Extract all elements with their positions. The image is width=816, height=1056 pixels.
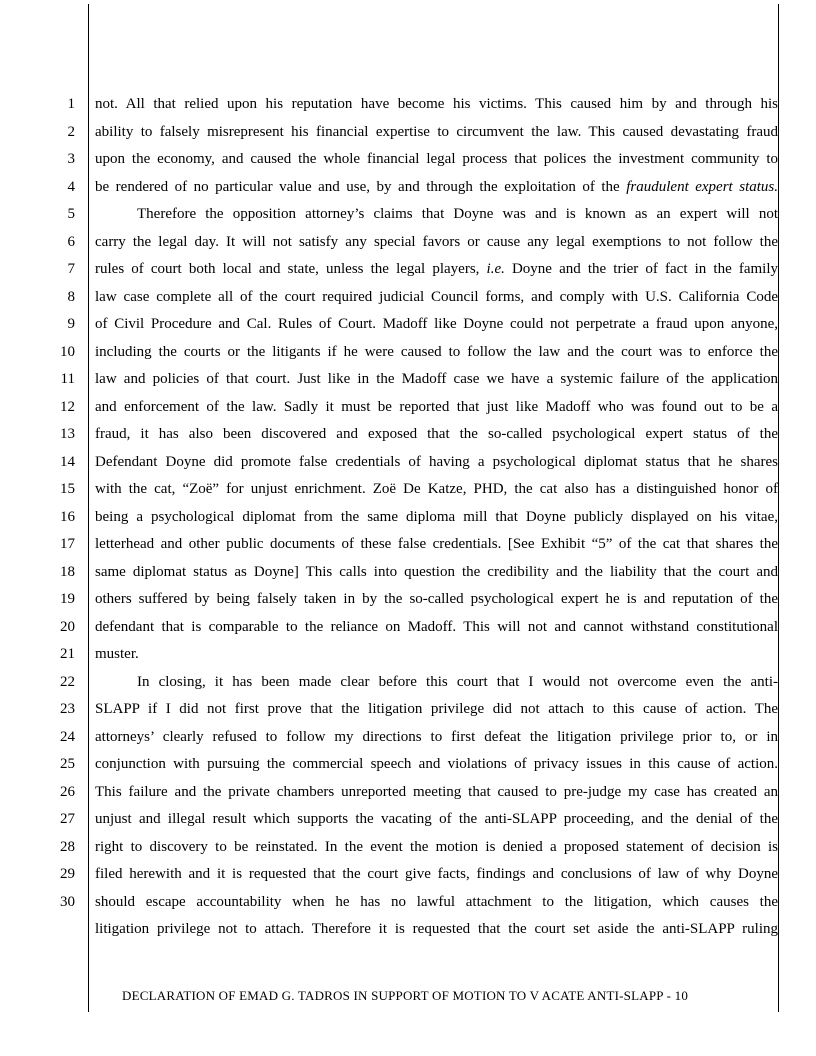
line-number: 13 <box>60 426 75 442</box>
line-number: 4 <box>67 178 75 195</box>
line-number: 20 <box>60 618 75 635</box>
text-line <box>0 201 816 229</box>
text-line <box>0 366 816 394</box>
text-line <box>0 504 816 532</box>
text-line <box>0 229 816 257</box>
line-text: fraud, it has also been discovered and exposed that the so-called psychological expert status of the <box>95 426 778 442</box>
line-number: 11 <box>60 371 75 387</box>
line-number: 2 <box>67 123 75 140</box>
line-text: Defendant Doyne did promote false credentials of having a psychological diplomat status that he shares <box>95 453 778 470</box>
line-number: 3 <box>67 151 75 167</box>
line-number: 8 <box>67 288 75 305</box>
line-text: law case complete all of the court required judicial Council forms, and comply with U.S. California Code <box>95 288 778 305</box>
line-text: should escape accountability when he has no lawful attachment to the litigation, which causes the <box>95 893 778 910</box>
text-line <box>0 311 816 339</box>
line-text: litigation privilege not to attach. Therefore it is requested that the court set aside the anti-SLAPP ruling <box>95 921 778 937</box>
line-number: 22 <box>60 673 75 690</box>
text-line <box>0 476 816 504</box>
text-line <box>0 256 816 284</box>
text-line <box>0 559 816 587</box>
text-line <box>0 861 816 889</box>
text-line <box>0 394 816 422</box>
line-number: 28 <box>60 838 75 855</box>
line-number: 23 <box>60 701 75 717</box>
text-line <box>0 531 816 559</box>
line-text: defendant that is comparable to the reliance on Madoff. This will not and cannot withstand constitutional <box>95 618 778 635</box>
line-text: and enforcement of the law. Sadly it must be reported that just like Madoff who was found out to be a <box>95 398 778 415</box>
line-number: 18 <box>60 563 75 580</box>
line-text: with the cat, “Zoë” for unjust enrichment. Zoë De Katze, PHD, the cat also has a distinguished honor of <box>95 481 778 497</box>
text-line <box>0 889 816 917</box>
text-line <box>0 586 816 614</box>
line-text: be rendered of no particular value and use, by and through the exploitation of the fraudulent expert status. <box>95 178 778 195</box>
line-number: 26 <box>60 783 75 800</box>
body-lines <box>0 91 816 944</box>
line-number: 15 <box>60 481 75 497</box>
line-number: 10 <box>60 343 75 360</box>
text-line <box>0 449 816 477</box>
line-number <box>0 916 75 944</box>
line-text: conjunction with pursuing the commercial speech and violations of privacy issues in this cause of action. <box>95 756 778 772</box>
line-text: right to discovery to be reinstated. In the event the motion is denied a proposed statement of decision is <box>95 838 778 855</box>
text-line <box>0 724 816 752</box>
line-text: upon the economy, and caused the whole financial legal process that polices the investment community to <box>95 151 778 167</box>
text-line <box>0 696 816 724</box>
text-line <box>0 91 816 119</box>
text-line <box>0 119 816 147</box>
line-number: 6 <box>67 233 75 250</box>
line-text: law and policies of that court. Just like in the Madoff case we have a systemic failure of the application <box>95 371 778 387</box>
line-text: of Civil Procedure and Cal. Rules of Court. Madoff like Doyne could not perpetrate a fraud upon anyone, <box>95 316 778 332</box>
line-number: 27 <box>60 811 75 827</box>
line-text: same diplomat status as Doyne] This calls into question the credibility and the liability that the court and <box>95 563 778 580</box>
text-line <box>0 339 816 367</box>
line-text: In closing, it has been made clear before this court that I would not overcome even the anti- <box>137 673 778 690</box>
text-line <box>0 421 816 449</box>
text-line <box>0 751 816 779</box>
line-text: not. All that relied upon his reputation have become his victims. This caused him by and through his <box>95 96 778 112</box>
line-text: Therefore the opposition attorney’s claims that Doyne was and is known as an expert will not <box>137 206 778 222</box>
line-text: muster. <box>95 646 139 662</box>
text-line <box>0 779 816 807</box>
line-number: 19 <box>60 591 75 607</box>
line-number: 5 <box>67 206 75 222</box>
line-text: rules of court both local and state, unless the legal players, i.e. Doyne and the trier of fact in the family <box>95 261 778 277</box>
line-text: ability to falsely misrepresent his financial expertise to circumvent the law. This caused devastating fraud <box>95 123 778 140</box>
line-number: 14 <box>60 453 75 470</box>
line-text: being a psychological diplomat from the same diploma mill that Doyne publicly displayed on his vitae, <box>95 508 778 525</box>
line-number: 30 <box>60 893 75 910</box>
line-number: 7 <box>67 261 75 277</box>
line-number: 21 <box>60 646 75 662</box>
text-line <box>0 174 816 202</box>
line-text: attorneys’ clearly refused to follow my directions to first defeat the litigation privilege prior to, or in <box>95 728 778 745</box>
text-line <box>0 284 816 312</box>
line-number: 12 <box>60 398 75 415</box>
line-number: 24 <box>60 728 75 745</box>
text-line <box>0 916 816 944</box>
line-number: 16 <box>60 508 75 525</box>
line-text: carry the legal day. It will not satisfy any special favors or cause any legal exemptions to not follow the <box>95 233 778 250</box>
line-text: others suffered by being falsely taken in by the so-called psychological expert he is and reputation of the <box>95 591 778 607</box>
line-text: unjust and illegal result which supports the vacating of the anti-SLAPP proceeding, and the denial of the <box>95 811 778 827</box>
text-line <box>0 669 816 697</box>
text-line <box>0 834 816 862</box>
line-number: 29 <box>60 866 75 882</box>
line-number: 25 <box>60 756 75 772</box>
text-line <box>0 146 816 174</box>
text-line <box>0 641 816 669</box>
text-line <box>0 614 816 642</box>
text-line <box>0 806 816 834</box>
line-text: letterhead and other public documents of these false credentials. [See Exhibit “5” of the cat that shares the <box>95 536 778 552</box>
line-number: 1 <box>67 96 75 112</box>
line-number: 17 <box>60 536 75 552</box>
line-text: SLAPP if I did not first prove that the litigation privilege did not attach to this cause of action. The <box>95 701 778 717</box>
line-text: filed herewith and it is requested that the court give facts, findings and conclusions of law of why Doyne <box>95 866 778 882</box>
line-text: This failure and the private chambers unreported meeting that caused to pre-judge my case has created an <box>95 783 778 800</box>
line-number: 9 <box>67 316 75 332</box>
footer-title: DECLARATION OF EMAD G. TADROS IN SUPPORT OF MOTION TO V ACATE ANTI-SLAPP - 10 <box>122 988 689 1003</box>
line-text: including the courts or the litigants if he were caused to follow the law and the court was to enforce the <box>95 343 778 360</box>
